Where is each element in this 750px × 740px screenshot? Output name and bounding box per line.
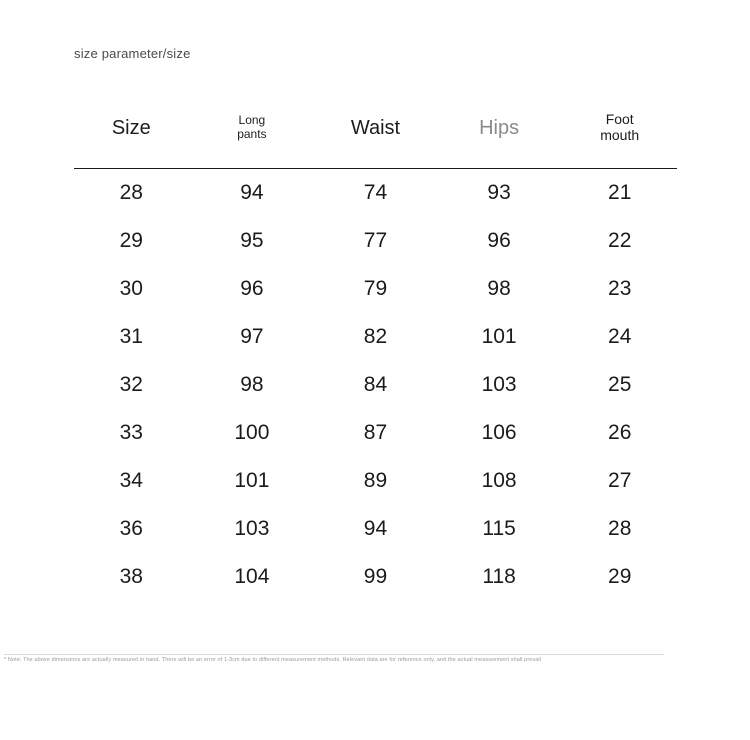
cell-foot-mouth: 25: [608, 373, 632, 396]
cell-long-pants: 103: [234, 517, 270, 540]
cell-waist: 87: [363, 421, 388, 444]
cell-foot-mouth: 21: [608, 181, 632, 204]
cell-foot-mouth: 26: [608, 421, 632, 444]
cell-hips: 115: [482, 517, 516, 540]
cell-foot-mouth: 24: [608, 325, 632, 348]
cell-foot-mouth: 27: [608, 469, 632, 492]
cell-size: 31: [119, 325, 143, 348]
column-header-foot-mouth: [562, 98, 677, 169]
cell-waist: 79: [363, 277, 388, 300]
cell-hips: 101: [481, 325, 517, 348]
table-row: [74, 217, 677, 265]
cell-size: 34: [119, 469, 143, 492]
column-header-size: Size: [74, 98, 189, 169]
cell-hips: 106: [481, 421, 517, 444]
column-header-long-pants-line1: Long: [238, 113, 266, 128]
cell-hips: 108: [481, 469, 517, 492]
table-row: [74, 553, 677, 601]
cell-long-pants: 104: [234, 565, 270, 588]
size-table-container: [74, 98, 677, 601]
cell-hips: 118: [482, 565, 516, 588]
cell-long-pants: 101: [234, 469, 270, 492]
cell-waist: 77: [363, 229, 388, 252]
cell-size: 38: [119, 565, 143, 588]
cell-waist: 74: [363, 181, 388, 204]
table-body: [74, 169, 677, 602]
table-row: [74, 505, 677, 553]
cell-waist: 84: [363, 373, 388, 396]
column-header-long-pants: [189, 98, 316, 169]
table-row: [74, 457, 677, 505]
cell-size: 32: [119, 373, 143, 396]
cell-hips: 98: [487, 277, 511, 300]
cell-size: 29: [119, 229, 143, 252]
footnote-text: * Note: The above dimensions are actually measured in hand. There will be an error of 1-3cm due to different measurement methods. Relevant data are for reference only, and the actual measurement shall prevail: [4, 657, 542, 663]
cell-foot-mouth: 23: [608, 277, 632, 300]
cell-size: 28: [119, 181, 143, 204]
column-header-foot-mouth-line2: mouth: [600, 127, 640, 143]
cell-long-pants: 98: [240, 373, 264, 396]
cell-waist: 94: [363, 517, 388, 540]
cell-size: 33: [119, 421, 143, 444]
cell-long-pants: 100: [234, 421, 270, 444]
size-table: [74, 98, 677, 601]
cell-hips: 103: [481, 373, 517, 396]
page-title: size parameter/size: [74, 46, 191, 61]
table-row: [74, 409, 677, 457]
cell-size: 36: [119, 517, 143, 540]
cell-hips: 93: [487, 181, 511, 204]
cell-long-pants: 95: [240, 229, 264, 252]
cell-waist: 82: [363, 325, 388, 348]
cell-foot-mouth: 22: [608, 229, 632, 252]
cell-waist: 89: [363, 469, 388, 492]
column-header-long-pants-line2: pants: [237, 127, 267, 141]
table-row: [74, 313, 677, 361]
column-header-waist: Waist: [315, 98, 436, 169]
table-row: [74, 169, 677, 218]
cell-long-pants: 97: [240, 325, 264, 348]
cell-long-pants: 96: [240, 277, 264, 300]
footnote-divider: [4, 654, 664, 655]
cell-size: 30: [119, 277, 143, 300]
table-header-row: [74, 98, 677, 169]
table-row: [74, 361, 677, 409]
table-header: [74, 98, 677, 169]
cell-foot-mouth: 28: [608, 517, 632, 540]
cell-hips: 96: [487, 229, 511, 252]
table-row: [74, 265, 677, 313]
column-header-hips: Hips: [436, 98, 563, 169]
cell-long-pants: 94: [240, 181, 264, 204]
column-header-foot-mouth-line1: Foot: [605, 111, 634, 128]
cell-foot-mouth: 29: [608, 565, 632, 588]
cell-waist: 99: [363, 565, 388, 588]
